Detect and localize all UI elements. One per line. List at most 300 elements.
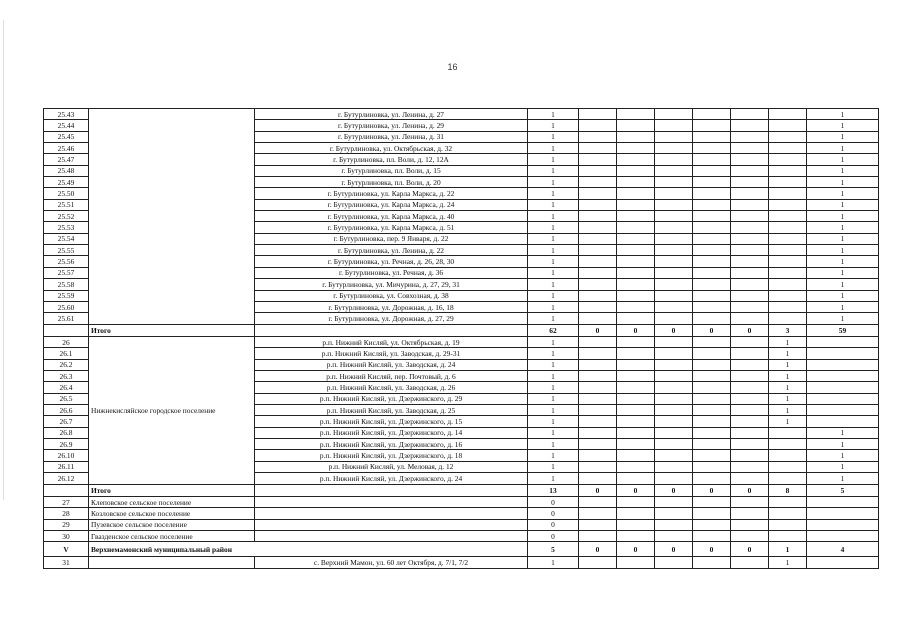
value-cell (579, 245, 617, 256)
row-number: 25.56 (44, 256, 89, 267)
value-cell: 0 (617, 484, 655, 497)
table-row (44, 557, 879, 568)
row-number: 31 (44, 557, 89, 568)
value-cell (693, 359, 731, 370)
value-cell (655, 405, 693, 416)
value-cell: 1 (528, 245, 579, 256)
value-cell (579, 131, 617, 142)
address-cell (255, 324, 528, 337)
value-cell (617, 405, 655, 416)
value-cell: 0 (528, 497, 579, 508)
row-number: 29 (44, 519, 89, 530)
address-cell: г. Бутурлиновка, ул. Ленина, д. 27 (255, 109, 528, 120)
settlement-name: Пузевское сельское поселение (89, 519, 255, 530)
value-cell: 1 (528, 154, 579, 165)
address-cell: г. Бутурлиновка, ул. Карла Маркса, д. 40 (255, 211, 528, 222)
value-cell: 1 (528, 557, 579, 568)
row-number: 25.59 (44, 290, 89, 301)
value-cell (769, 109, 807, 120)
value-cell (693, 143, 731, 154)
table-row (44, 508, 879, 519)
value-cell (731, 222, 769, 233)
value-cell (693, 120, 731, 131)
value-cell: 1 (528, 120, 579, 131)
value-cell (579, 427, 617, 438)
value-cell: 0 (731, 484, 769, 497)
value-cell (617, 439, 655, 450)
settlement-name: Гвазденское сельское поселение (89, 531, 255, 542)
row-number: 26.9 (44, 439, 89, 450)
value-cell (769, 279, 807, 290)
district-row (44, 542, 879, 557)
value-cell (769, 508, 807, 519)
value-cell (693, 267, 731, 278)
row-number: 26.6 (44, 405, 89, 416)
value-cell (617, 337, 655, 348)
district-number: V (44, 542, 89, 557)
value-cell (579, 382, 617, 393)
value-cell: 0 (693, 484, 731, 497)
value-cell (693, 382, 731, 393)
row-number: 25.43 (44, 109, 89, 120)
address-cell: р.п. Нижний Кисляй, ул. Заводская, д. 25 (255, 405, 528, 416)
value-cell (693, 393, 731, 404)
value-cell (769, 188, 807, 199)
value-cell: 1 (528, 359, 579, 370)
value-cell (579, 211, 617, 222)
value-cell (617, 450, 655, 461)
value-cell: 1 (528, 211, 579, 222)
value-cell (655, 348, 693, 359)
row-number: 26.10 (44, 450, 89, 461)
row-number: 27 (44, 497, 89, 508)
value-cell (731, 233, 769, 244)
row-number: 26.12 (44, 473, 89, 484)
value-cell: 1 (807, 131, 879, 142)
value-cell (731, 557, 769, 568)
value-cell (579, 120, 617, 131)
value-cell: 13 (528, 484, 579, 497)
value-cell (769, 199, 807, 210)
value-cell: 0 (655, 542, 693, 557)
value-cell: 1 (807, 143, 879, 154)
value-cell (655, 199, 693, 210)
value-cell (579, 405, 617, 416)
address-cell: г. Бутурлиновка, ул. Речная, д. 36 (255, 267, 528, 278)
value-cell (617, 279, 655, 290)
row-number: 26.3 (44, 371, 89, 382)
value-cell (617, 557, 655, 568)
address-cell (255, 519, 528, 530)
value-cell (731, 519, 769, 530)
value-cell (579, 416, 617, 427)
value-cell: 1 (807, 461, 879, 472)
value-cell (731, 120, 769, 131)
value-cell (579, 165, 617, 176)
value-cell: 0 (655, 484, 693, 497)
value-cell: 0 (693, 542, 731, 557)
value-cell (693, 531, 731, 542)
value-cell: 1 (807, 450, 879, 461)
value-cell (655, 256, 693, 267)
value-cell (693, 427, 731, 438)
value-cell: 1 (528, 267, 579, 278)
address-cell: р.п. Нижний Кисляй, ул. Дзержинского, д. 24 (255, 473, 528, 484)
value-cell: 1 (807, 290, 879, 301)
address-cell: г. Бутурлиновка, ул. Карла Маркса, д. 51 (255, 222, 528, 233)
address-cell: г. Бутурлиновка, ул. Ленина, д. 31 (255, 131, 528, 142)
value-cell (655, 301, 693, 312)
value-cell (693, 416, 731, 427)
value-cell (693, 199, 731, 210)
value-cell (769, 131, 807, 142)
value-cell (655, 222, 693, 233)
address-cell (255, 497, 528, 508)
value-cell (769, 222, 807, 233)
value-cell (617, 256, 655, 267)
value-cell (617, 393, 655, 404)
value-cell: 5 (528, 542, 579, 557)
value-cell (579, 188, 617, 199)
value-cell: 3 (769, 324, 807, 337)
value-cell (579, 109, 617, 120)
value-cell (617, 120, 655, 131)
value-cell (655, 497, 693, 508)
value-cell (693, 519, 731, 530)
value-cell (579, 531, 617, 542)
value-cell: 1 (528, 279, 579, 290)
value-cell (579, 337, 617, 348)
value-cell (655, 519, 693, 530)
address-cell: р.п. Нижний Кисляй, пер. Почтовый, д. 6 (255, 371, 528, 382)
value-cell (769, 267, 807, 278)
row-number: 26.4 (44, 382, 89, 393)
value-cell (579, 393, 617, 404)
value-cell (655, 211, 693, 222)
value-cell (655, 427, 693, 438)
value-cell: 1 (528, 405, 579, 416)
value-cell (579, 279, 617, 290)
value-cell (617, 519, 655, 530)
value-cell: 1 (528, 222, 579, 233)
value-cell (617, 416, 655, 427)
value-cell (655, 233, 693, 244)
row-number: 25.50 (44, 188, 89, 199)
value-cell (731, 188, 769, 199)
value-cell (655, 393, 693, 404)
value-cell (769, 233, 807, 244)
value-cell (579, 256, 617, 267)
page-number: 16 (447, 62, 458, 72)
value-cell (579, 450, 617, 461)
scan-edge-line (3, 20, 4, 500)
value-cell: 1 (769, 416, 807, 427)
value-cell (655, 109, 693, 120)
value-cell (617, 461, 655, 472)
address-cell (255, 484, 528, 497)
value-cell (731, 371, 769, 382)
value-cell (655, 267, 693, 278)
value-cell (731, 348, 769, 359)
value-cell (769, 450, 807, 461)
value-cell (731, 313, 769, 324)
value-cell: 1 (769, 337, 807, 348)
value-cell (579, 199, 617, 210)
value-cell: 1 (528, 199, 579, 210)
value-cell (655, 279, 693, 290)
value-cell (617, 359, 655, 370)
address-cell: р.п. Нижний Кисляй, ул. Заводская, д. 29-31 (255, 348, 528, 359)
value-cell (693, 337, 731, 348)
housing-table (43, 108, 879, 569)
value-cell: 1 (528, 382, 579, 393)
value-cell: 1 (807, 233, 879, 244)
address-cell: г. Бутурлиновка, ул. Карла Маркса, д. 22 (255, 188, 528, 199)
value-cell (731, 393, 769, 404)
total-label: Итого (89, 324, 255, 337)
value-cell (731, 450, 769, 461)
value-cell (693, 290, 731, 301)
value-cell: 1 (528, 188, 579, 199)
value-cell: 1 (807, 222, 879, 233)
value-cell: 1 (528, 256, 579, 267)
value-cell (579, 359, 617, 370)
value-cell (731, 427, 769, 438)
value-cell (655, 382, 693, 393)
address-cell: р.п. Нижний Кисляй, ул. Дзержинского, д. 29 (255, 393, 528, 404)
value-cell (617, 109, 655, 120)
value-cell (655, 143, 693, 154)
value-cell: 1 (807, 177, 879, 188)
value-cell (655, 359, 693, 370)
row-number: 25.48 (44, 165, 89, 176)
value-cell (693, 473, 731, 484)
value-cell (769, 519, 807, 530)
value-cell (655, 165, 693, 176)
value-cell (807, 519, 879, 530)
row-number: 25.52 (44, 211, 89, 222)
address-cell: р.п. Нижний Кисляй, ул. Дзержинского, д. 16 (255, 439, 528, 450)
value-cell: 1 (769, 542, 807, 557)
row-number: 26.5 (44, 393, 89, 404)
value-cell (769, 301, 807, 312)
row-number: 26.8 (44, 427, 89, 438)
settlement-name: Нижнекисляйское городское поселение (89, 337, 255, 484)
value-cell (769, 154, 807, 165)
value-cell: 1 (528, 301, 579, 312)
value-cell: 0 (617, 542, 655, 557)
row-number: 25.57 (44, 267, 89, 278)
row-number: 25.44 (44, 120, 89, 131)
value-cell (731, 211, 769, 222)
value-cell: 0 (579, 324, 617, 337)
value-cell (655, 557, 693, 568)
value-cell (579, 461, 617, 472)
value-cell (807, 348, 879, 359)
table-row (44, 337, 879, 348)
value-cell (807, 497, 879, 508)
value-cell (617, 245, 655, 256)
value-cell: 1 (528, 393, 579, 404)
value-cell (617, 131, 655, 142)
address-cell: г. Бутурлиновка, ул. Карла Маркса, д. 24 (255, 199, 528, 210)
value-cell: 1 (807, 473, 879, 484)
value-cell (617, 188, 655, 199)
value-cell (655, 531, 693, 542)
settlement-name: Козловское сельское поселение (89, 508, 255, 519)
value-cell: 1 (528, 461, 579, 472)
value-cell: 0 (731, 324, 769, 337)
row-number: 25.60 (44, 301, 89, 312)
value-cell (617, 143, 655, 154)
value-cell (731, 382, 769, 393)
value-cell: 0 (693, 324, 731, 337)
value-cell: 0 (731, 542, 769, 557)
value-cell: 1 (769, 359, 807, 370)
value-cell (579, 290, 617, 301)
address-cell: г. Бутурлиновка, ул. Мичурина, д. 27, 29, 31 (255, 279, 528, 290)
value-cell (807, 337, 879, 348)
value-cell: 1 (807, 154, 879, 165)
address-cell: р.п. Нижний Кисляй, ул. Дзержинского, д. 18 (255, 450, 528, 461)
value-cell (655, 337, 693, 348)
value-cell (655, 416, 693, 427)
value-cell: 1 (807, 245, 879, 256)
value-cell (655, 439, 693, 450)
value-cell (655, 473, 693, 484)
row-number: 25.51 (44, 199, 89, 210)
value-cell (617, 165, 655, 176)
settlement-name (89, 109, 255, 325)
value-cell: 1 (807, 211, 879, 222)
address-cell: р.п. Нижний Кисляй, ул. Меловая, д. 12 (255, 461, 528, 472)
address-cell (255, 531, 528, 542)
address-cell: р.п. Нижний Кисляй, ул. Заводская, д. 26 (255, 382, 528, 393)
value-cell: 1 (528, 450, 579, 461)
value-cell (807, 371, 879, 382)
value-cell: 1 (807, 188, 879, 199)
row-number (44, 324, 89, 337)
value-cell: 1 (769, 371, 807, 382)
value-cell (579, 557, 617, 568)
value-cell: 1 (528, 313, 579, 324)
address-cell: р.п. Нижний Кисляй, ул. Дзержинского, д. 14 (255, 427, 528, 438)
value-cell: 1 (528, 439, 579, 450)
value-cell (731, 301, 769, 312)
value-cell (693, 557, 731, 568)
value-cell (579, 301, 617, 312)
value-cell (693, 313, 731, 324)
row-number: 25.55 (44, 245, 89, 256)
value-cell: 1 (807, 427, 879, 438)
value-cell (769, 165, 807, 176)
value-cell (655, 290, 693, 301)
total-row (44, 324, 879, 337)
value-cell (769, 256, 807, 267)
value-cell: 1 (807, 279, 879, 290)
address-cell: г. Бутурлиновка, ул. Ленина, д. 29 (255, 120, 528, 131)
value-cell: 1 (807, 165, 879, 176)
row-number: 25.61 (44, 313, 89, 324)
value-cell (731, 359, 769, 370)
value-cell (731, 165, 769, 176)
value-cell (693, 279, 731, 290)
row-number (44, 484, 89, 497)
value-cell (579, 508, 617, 519)
value-cell (769, 211, 807, 222)
value-cell: 0 (528, 531, 579, 542)
value-cell (807, 416, 879, 427)
value-cell: 1 (807, 199, 879, 210)
total-row (44, 484, 879, 497)
value-cell (769, 461, 807, 472)
value-cell: 1 (528, 165, 579, 176)
table-body (44, 109, 879, 569)
value-cell (731, 531, 769, 542)
value-cell: 1 (769, 393, 807, 404)
value-cell (655, 120, 693, 131)
value-cell (731, 416, 769, 427)
value-cell (769, 313, 807, 324)
value-cell (617, 177, 655, 188)
value-cell (655, 177, 693, 188)
value-cell (731, 439, 769, 450)
value-cell (655, 450, 693, 461)
value-cell: 1 (769, 382, 807, 393)
value-cell: 1 (528, 337, 579, 348)
table-row (44, 497, 879, 508)
address-cell: г. Бутурлиновка, ул. Совхозная, д. 38 (255, 290, 528, 301)
value-cell: 1 (769, 405, 807, 416)
value-cell (579, 519, 617, 530)
value-cell (769, 177, 807, 188)
value-cell (693, 348, 731, 359)
value-cell (617, 267, 655, 278)
value-cell (807, 382, 879, 393)
value-cell (731, 337, 769, 348)
value-cell (807, 508, 879, 519)
value-cell: 1 (528, 371, 579, 382)
table-row (44, 109, 879, 120)
row-number: 26.7 (44, 416, 89, 427)
value-cell: 1 (769, 557, 807, 568)
address-cell: г. Бутурлиновка, пл. Воли, д. 20 (255, 177, 528, 188)
row-number: 25.53 (44, 222, 89, 233)
value-cell (617, 427, 655, 438)
value-cell (579, 233, 617, 244)
value-cell (617, 290, 655, 301)
value-cell (617, 348, 655, 359)
value-cell (655, 154, 693, 165)
value-cell (655, 461, 693, 472)
value-cell (655, 245, 693, 256)
value-cell (769, 143, 807, 154)
value-cell (693, 188, 731, 199)
address-cell: с. Верхний Мамон, ул. 60 лет Октября, д. 7/1, 7/2 (255, 557, 528, 568)
value-cell (617, 301, 655, 312)
value-cell: 1 (528, 416, 579, 427)
value-cell (693, 165, 731, 176)
value-cell: 1 (528, 109, 579, 120)
value-cell (731, 508, 769, 519)
value-cell: 1 (528, 473, 579, 484)
value-cell (617, 233, 655, 244)
value-cell (769, 531, 807, 542)
value-cell: 1 (807, 267, 879, 278)
row-number: 26 (44, 337, 89, 348)
value-cell (693, 245, 731, 256)
row-number: 25.54 (44, 233, 89, 244)
